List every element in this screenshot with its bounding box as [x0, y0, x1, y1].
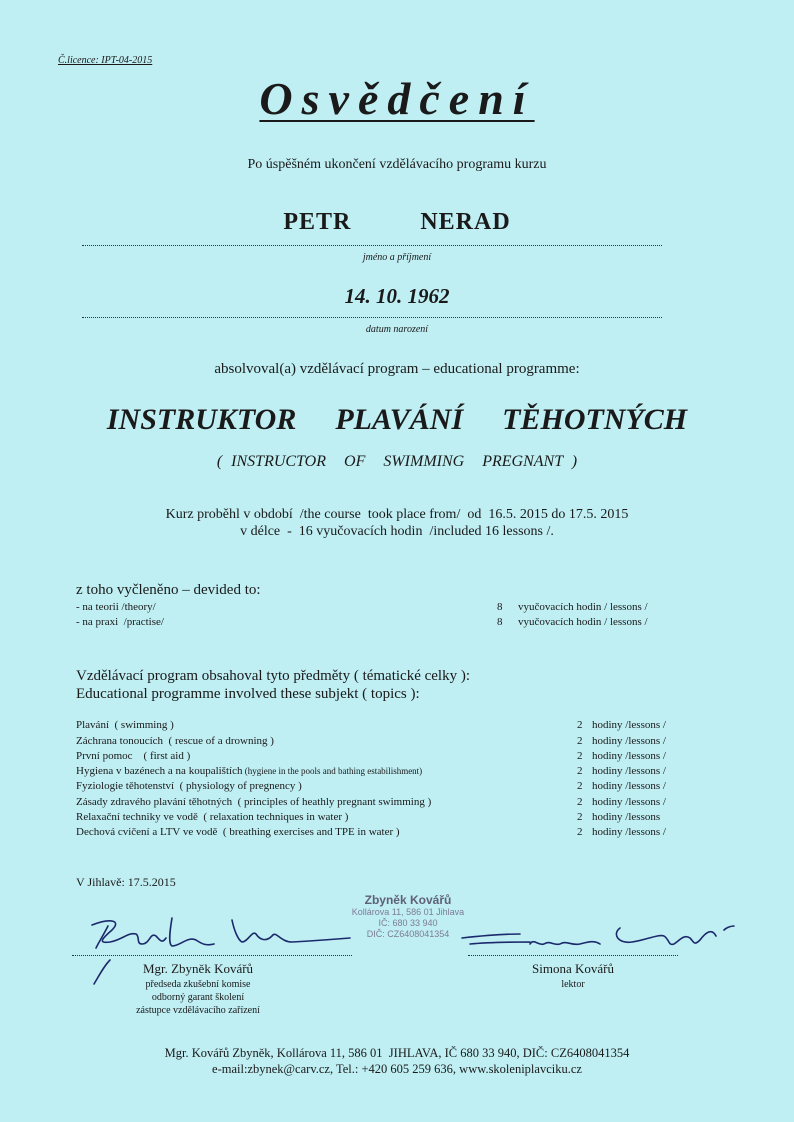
subject-row-label: Dechová cvičení a LTV ve vodě ( breathing exercises and TPE in water ) [76, 826, 400, 838]
signatory1-role: zástupce vzdělávacího zařízení [136, 1005, 260, 1016]
split-row-count: 8 [497, 616, 503, 628]
signature-left-3 [232, 920, 350, 942]
subject-row-label: Plavání ( swimming ) [76, 719, 174, 731]
subject-row-note: (hygiene in the pools and bathing estabilishment) [242, 766, 423, 776]
title-text: Osvědčení [259, 73, 535, 124]
subject-row-unit: hodiny /lessons [592, 811, 661, 823]
signature-right-2 [616, 926, 734, 944]
signature-line-right [468, 955, 678, 956]
subject-row-count: 2 [577, 780, 583, 792]
split-row-unit: vyučovacích hodin / lessons / [518, 616, 648, 628]
stamp-ic: IČ: 680 33 940 [378, 918, 438, 928]
subject-row-unit: hodiny /lessons / [592, 750, 666, 762]
signature-left-1 [92, 918, 214, 946]
subject-row-count: 2 [577, 826, 583, 838]
subject-row-unit: hodiny /lessons / [592, 780, 666, 792]
person-name: PETR NERAD [283, 209, 511, 235]
place-and-date: V Jihlavě: 17.5.2015 [76, 875, 176, 889]
subjects-heading-cz: Vzdělávací program obsahoval tyto předměty ( tématické celky ): [76, 668, 471, 684]
subject-row-label: Fyziologie těhotenství ( physiology of pregnency ) [76, 780, 302, 792]
stamp-name: Zbyněk Kovářů [364, 893, 452, 907]
subject-row-unit: hodiny /lessons / [592, 826, 666, 838]
signatory2-name: Simona Kovářů [532, 961, 614, 976]
programme-title: INSTRUKTOR PLAVÁNÍ TĚHOTNÝCH [106, 403, 688, 436]
subject-row-count: 2 [577, 719, 583, 731]
subject-row-label: Záchrana tonoucích ( rescue of a drowning ) [76, 735, 274, 747]
licence-number: Č.licence: IPT-04-2015 [58, 55, 153, 66]
date-of-birth: 14. 10. 1962 [344, 284, 450, 308]
signatory1-role: odborný garant školení [151, 992, 245, 1003]
course-period: Kurz proběhl v období /the course took place from/ od 16.5. 2015 do 17.5. 2015 [165, 507, 629, 522]
subject-row-unit: hodiny /lessons / [592, 796, 666, 808]
split-row-label: - na praxi /practise/ [76, 616, 164, 628]
signatory1-name: Mgr. Zbyněk Kovářů [142, 961, 254, 976]
signature-right-1 [462, 934, 600, 944]
subject-row-unit: hodiny /lessons / [592, 719, 666, 731]
footer-contact [0, 1045, 794, 1077]
programme-title-en: ( INSTRUCTOR OF SWIMMING PREGNANT ) [216, 453, 578, 470]
subject-row-count: 2 [577, 735, 583, 747]
subjects-heading-en: Educational programme involved these subjekt ( topics ): [76, 686, 420, 702]
subject-row-unit: hodiny /lessons / [592, 735, 666, 747]
intro-text: Po úspěšném ukončení vzdělávacího programu kurzu [247, 157, 547, 172]
subject-row-count: 2 [577, 811, 583, 823]
dob-caption: datum narození [365, 324, 429, 335]
subject-row-count: 2 [577, 750, 583, 762]
subject-row-count: 2 [577, 765, 583, 777]
split-heading: z toho vyčleněno – devided to: [76, 582, 261, 598]
footer-contacts: e-mail:zbynek@carv.cz, Tel.: +420 605 259 636, www.skoleniplavciku.cz [212, 1062, 582, 1076]
course-duration: v délce - 16 vyučovacích hodin /included 16 lessons /. [240, 524, 554, 539]
signatory1-role: předseda zkušební komise [145, 979, 251, 990]
subject-row-unit: hodiny /lessons / [592, 765, 666, 777]
split-row-label: - na teorii /theory/ [76, 601, 156, 613]
absolved-text: absolvoval(a) vzdělávací program – educational programme: [214, 361, 580, 377]
name-caption: jméno a příjmení [362, 252, 432, 263]
footer-address: Mgr. Kovářů Zbyněk, Kollárova 11, 586 01 JIHLAVA, IČ 680 33 940, DIČ: CZ6408041354 [164, 1046, 630, 1060]
stamp-dic: DIČ: CZ6408041354 [366, 929, 450, 939]
subject-row-count: 2 [577, 796, 583, 808]
stamp-address: Kollárova 11, 586 01 Jihlava [351, 907, 465, 917]
signatory2-role: lektor [561, 979, 585, 990]
signature-line-left [72, 955, 352, 956]
subject-row-text: Hygiena v bazénech a na koupalištích [76, 765, 243, 777]
split-row-unit: vyučovacích hodin / lessons / [518, 601, 648, 613]
split-row-count: 8 [497, 601, 503, 613]
subject-row-label: Relaxační techniky ve vodě ( relaxation techniques in water ) [76, 811, 349, 823]
subject-row-label: Zásady zdravého plavání těhotných ( principles of heathly pregnant swimming ) [76, 796, 432, 808]
subject-row-label: První pomoc ( first aid ) [76, 750, 191, 762]
